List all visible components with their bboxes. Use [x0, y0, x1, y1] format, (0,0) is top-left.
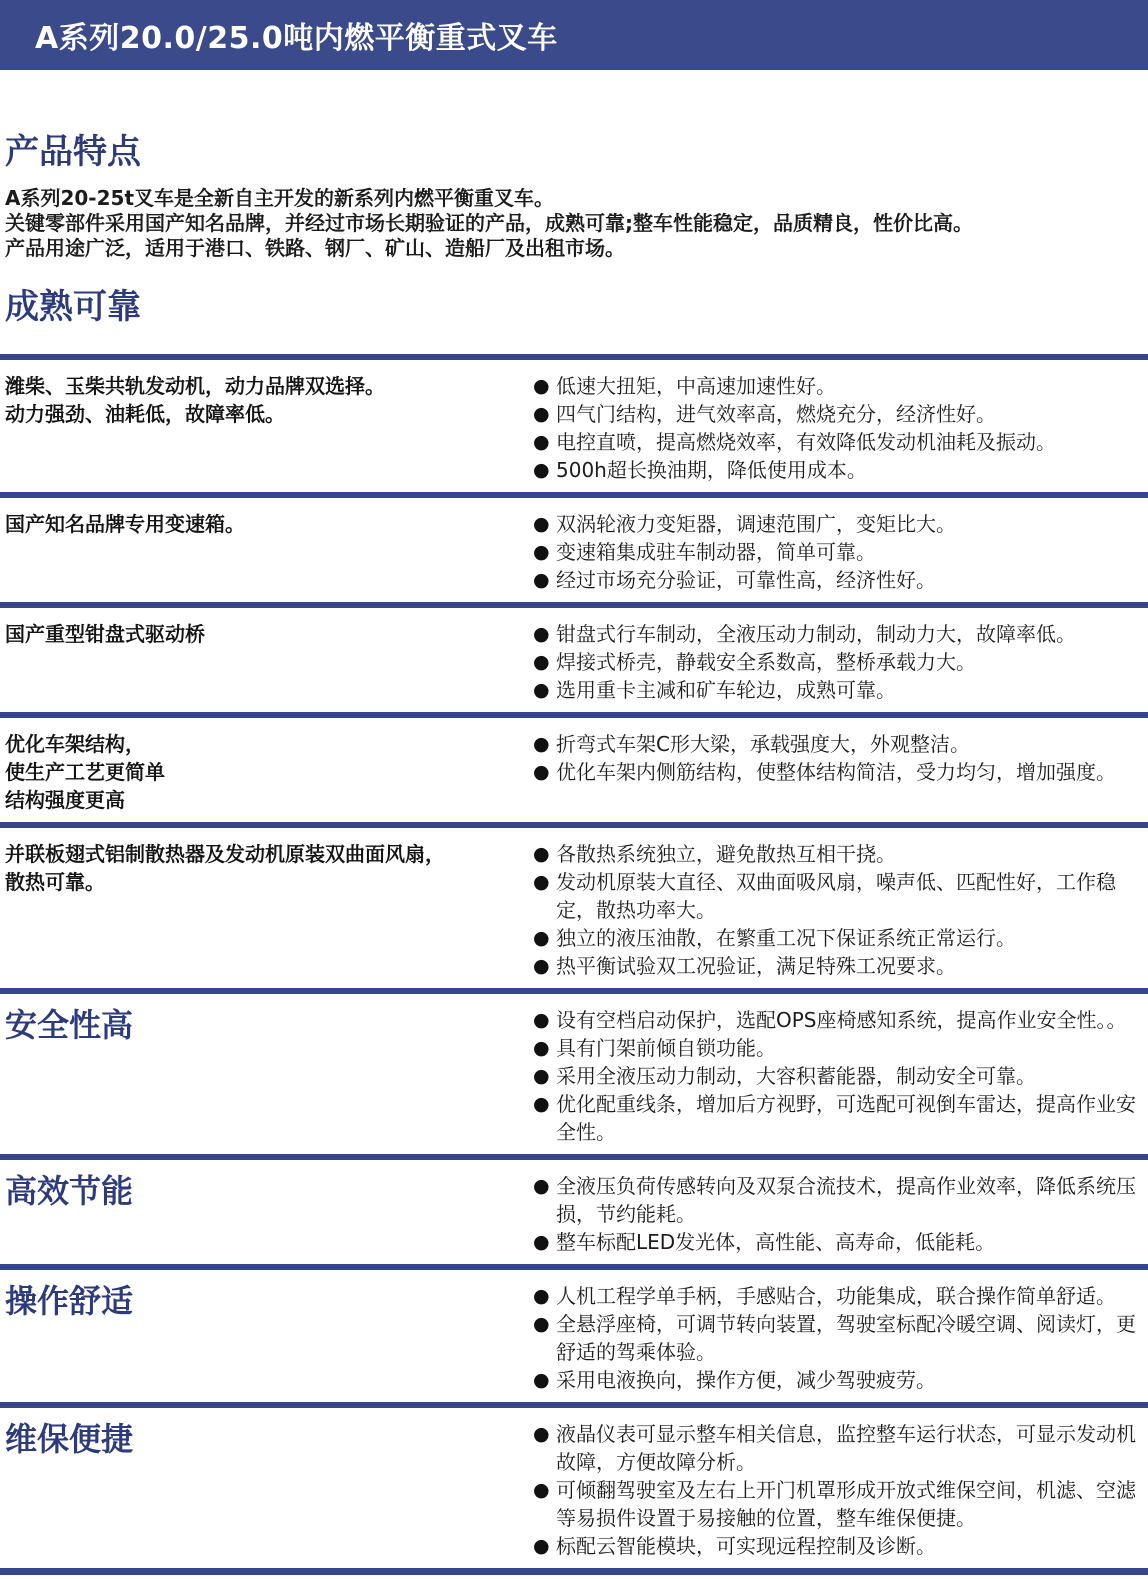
bullet-text: 全液压负荷传感转向及双泵合流技术，提高作业效率，降低系统压损，节约能耗。	[556, 1174, 1136, 1226]
bullet-text: 具有门架前倾自锁功能。	[556, 1036, 776, 1060]
bullet-icon: ●	[533, 1479, 550, 1501]
bullet-text: 双涡轮液力变矩器，调速范围广，变矩比大。	[556, 512, 956, 536]
bullet-icon: ●	[533, 1285, 550, 1307]
bullet-icon: ●	[533, 1535, 550, 1557]
reliability-heading: 成熟可靠	[5, 287, 141, 327]
bullet-text: 可倾翻驾驶室及左右上开门机罩形成开放式维保空间，机滤、空滤等易损件设置于易接触的位置，整车维保便捷。	[556, 1478, 1136, 1530]
feature-bullet	[533, 1476, 1140, 1532]
title-bar	[0, 0, 1148, 70]
bullet-icon: ●	[533, 927, 550, 949]
bullet-icon: ●	[533, 431, 550, 453]
bullet-icon: ●	[533, 1009, 550, 1031]
feature-bullet	[533, 510, 1140, 538]
feature-row-title	[5, 840, 533, 980]
feature-bullet	[533, 676, 1140, 704]
bullet-text: 优化配重线条，增加后方视野，可选配可视倒车雷达，提高作业安全性。	[556, 1092, 1136, 1144]
product-features-paragraph	[5, 186, 1140, 261]
bullet-icon: ●	[533, 1093, 550, 1115]
feature-bullet	[533, 1310, 1140, 1366]
section-heading-maintenance: 维保便捷	[5, 1420, 134, 1458]
bullet-icon: ●	[533, 1175, 550, 1197]
feature-row-engine	[0, 360, 1148, 492]
feature-bullet	[533, 456, 1140, 484]
bullet-icon: ●	[533, 541, 550, 563]
section-efficiency	[0, 1160, 1148, 1264]
feature-row-title	[5, 730, 533, 814]
feature-row-title	[5, 510, 533, 594]
feature-title-line: 国产重型钳盘式驱动桥	[5, 622, 205, 646]
bullet-text: 采用电液换向，操作方便，减少驾驶疲劳。	[556, 1368, 936, 1392]
bullet-text: 变速箱集成驻车制动器，简单可靠。	[556, 540, 876, 564]
bullet-icon: ●	[533, 1369, 550, 1391]
bullet-text: 全悬浮座椅，可调节转向装置，驾驶室标配冷暖空调、阅读灯，更舒适的驾乘体验。	[556, 1312, 1136, 1364]
feature-bullet	[533, 1366, 1140, 1394]
feature-title-line: 散热可靠。	[5, 870, 105, 894]
feature-bullet-list	[533, 1282, 1140, 1394]
bullet-text: 设有空档启动保护，选配OPS座椅感知系统，提高作业安全性。。	[556, 1008, 1127, 1032]
feature-row-title	[5, 620, 533, 704]
feature-bullet-list	[533, 510, 1140, 594]
reliability-heading-wrap	[0, 261, 1148, 354]
feature-bullet	[533, 952, 1140, 980]
bullet-icon: ●	[533, 651, 550, 673]
bullet-icon: ●	[533, 375, 550, 397]
bullet-text: 焊接式桥壳，静载安全系数高，整桥承载力大。	[556, 650, 976, 674]
bullet-icon: ●	[533, 1313, 550, 1335]
bullet-icon: ●	[533, 1423, 550, 1445]
feature-bullet-list	[533, 840, 1140, 980]
bullet-text: 四气门结构，进气效率高，燃烧充分，经济性好。	[556, 402, 996, 426]
feature-bullet-list	[533, 620, 1140, 704]
feature-bullet	[533, 1006, 1140, 1034]
feature-bullet	[533, 1420, 1140, 1476]
feature-bullet	[533, 758, 1140, 786]
bullet-icon: ●	[533, 403, 550, 425]
feature-bullet	[533, 538, 1140, 566]
feature-bullet-list	[533, 372, 1140, 484]
feature-bullet	[533, 428, 1140, 456]
feature-bullet	[533, 1172, 1140, 1228]
feature-row-cooling	[0, 828, 1148, 988]
feature-row-transmission	[0, 498, 1148, 602]
feature-bullet	[533, 1228, 1140, 1256]
bullet-icon: ●	[533, 871, 550, 893]
bullet-text: 经过市场充分验证，可靠性高，经济性好。	[556, 568, 936, 592]
feature-bullet	[533, 1282, 1140, 1310]
feature-bullet	[533, 868, 1140, 924]
bullet-icon: ●	[533, 1231, 550, 1253]
bullet-icon: ●	[533, 955, 550, 977]
feature-bullet	[533, 400, 1140, 428]
bullet-text: 人机工程学单手柄，手感贴合，功能集成，联合操作简单舒适。	[556, 1284, 1116, 1308]
bullet-text: 优化车架内侧筋结构，使整体结构简洁，受力均匀，增加强度。	[556, 760, 1116, 784]
feature-title-line: 并联板翅式铝制散热器及发动机原装双曲面风扇，	[5, 842, 445, 866]
bullet-text: 折弯式车架C形大梁，承载强度大，外观整洁。	[556, 732, 970, 756]
section-heading-safety: 安全性高	[5, 1006, 134, 1044]
bullet-text: 500h超长换油期，降低使用成本。	[556, 458, 867, 482]
intro-line: A系列20-25t叉车是全新自主开发的新系列内燃平衡重叉车。	[5, 186, 555, 210]
section-comfort	[0, 1270, 1148, 1402]
bullet-text: 液晶仪表可显示整车相关信息，监控整车运行状态，可显示发动机故障，方便故障分析。	[556, 1422, 1136, 1474]
bullet-icon: ●	[533, 679, 550, 701]
bullet-text: 标配云智能模块，可实现远程控制及诊断。	[556, 1534, 936, 1558]
feature-title-line: 优化车架结构，	[5, 732, 145, 756]
feature-bullet	[533, 648, 1140, 676]
feature-bullet	[533, 1034, 1140, 1062]
feature-bullet-list	[533, 1420, 1140, 1560]
bullet-icon: ●	[533, 1065, 550, 1087]
bullet-text: 独立的液压油散，在繁重工况下保证系统正常运行。	[556, 926, 1016, 950]
bullet-text: 整车标配LED发光体，高性能、高寿命，低能耗。	[556, 1230, 996, 1254]
bullet-icon: ●	[533, 1037, 550, 1059]
feature-bullet-list	[533, 1172, 1140, 1256]
bullet-text: 发动机原装大直径、双曲面吸风扇，噪声低、匹配性好，工作稳定，散热功率大。	[556, 870, 1116, 922]
intro-line: 关键零部件采用国产知名品牌，并经过市场长期验证的产品，成熟可靠;整车性能稳定，品质精良，性价比高。	[5, 211, 973, 235]
page-bottom-divider	[0, 1568, 1148, 1575]
bullet-text: 钳盘式行车制动，全液压动力制动，制动力大，故障率低。	[556, 622, 1076, 646]
product-features-section	[0, 70, 1148, 261]
feature-row-drive-axle	[0, 608, 1148, 712]
feature-bullet	[533, 566, 1140, 594]
bullet-text: 电控直喷，提高燃烧效率，有效降低发动机油耗及振动。	[556, 430, 1056, 454]
section-heading-efficiency: 高效节能	[5, 1172, 134, 1210]
section-maintenance	[0, 1408, 1148, 1568]
feature-bullet	[533, 1532, 1140, 1560]
feature-row-title	[5, 372, 533, 484]
feature-bullet	[533, 372, 1140, 400]
page-title: A系列20.0/25.0吨内燃平衡重式叉车	[35, 21, 558, 56]
bullet-text: 热平衡试验双工况验证，满足特殊工况要求。	[556, 954, 956, 978]
bullet-icon: ●	[533, 623, 550, 645]
feature-bullet-list	[533, 730, 1140, 814]
bullet-icon: ●	[533, 569, 550, 591]
bullet-text: 选用重卡主减和矿车轮边，成熟可靠。	[556, 678, 896, 702]
bullet-text: 低速大扭矩，中高速加速性好。	[556, 374, 836, 398]
bullet-icon: ●	[533, 513, 550, 535]
intro-line: 产品用途广泛，适用于港口、铁路、钢厂、矿山、造船厂及出租市场。	[5, 236, 625, 260]
bullet-icon: ●	[533, 843, 550, 865]
feature-title-line: 潍柴、玉柴共轨发动机，动力品牌双选择。	[5, 374, 385, 398]
feature-title-line: 结构强度更高	[5, 788, 125, 812]
feature-bullet	[533, 620, 1140, 648]
feature-bullet	[533, 1090, 1140, 1146]
feature-row-frame	[0, 718, 1148, 822]
feature-bullet	[533, 924, 1140, 952]
feature-bullet	[533, 840, 1140, 868]
feature-title-line: 动力强劲、油耗低，故障率低。	[5, 402, 285, 426]
feature-title-line: 国产知名品牌专用变速箱。	[5, 512, 245, 536]
section-safety	[0, 994, 1148, 1154]
bullet-icon: ●	[533, 733, 550, 755]
bullet-icon: ●	[533, 459, 550, 481]
bullet-text: 各散热系统独立，避免散热互相干挠。	[556, 842, 896, 866]
bullet-text: 采用全液压动力制动，大容积蓄能器，制动安全可靠。	[556, 1064, 1036, 1088]
bullet-icon: ●	[533, 761, 550, 783]
feature-bullet	[533, 730, 1140, 758]
section-heading-comfort: 操作舒适	[5, 1282, 134, 1320]
feature-bullet	[533, 1062, 1140, 1090]
feature-bullet-list	[533, 1006, 1140, 1146]
feature-title-line: 使生产工艺更简单	[5, 760, 165, 784]
product-features-heading: 产品特点	[5, 132, 141, 172]
